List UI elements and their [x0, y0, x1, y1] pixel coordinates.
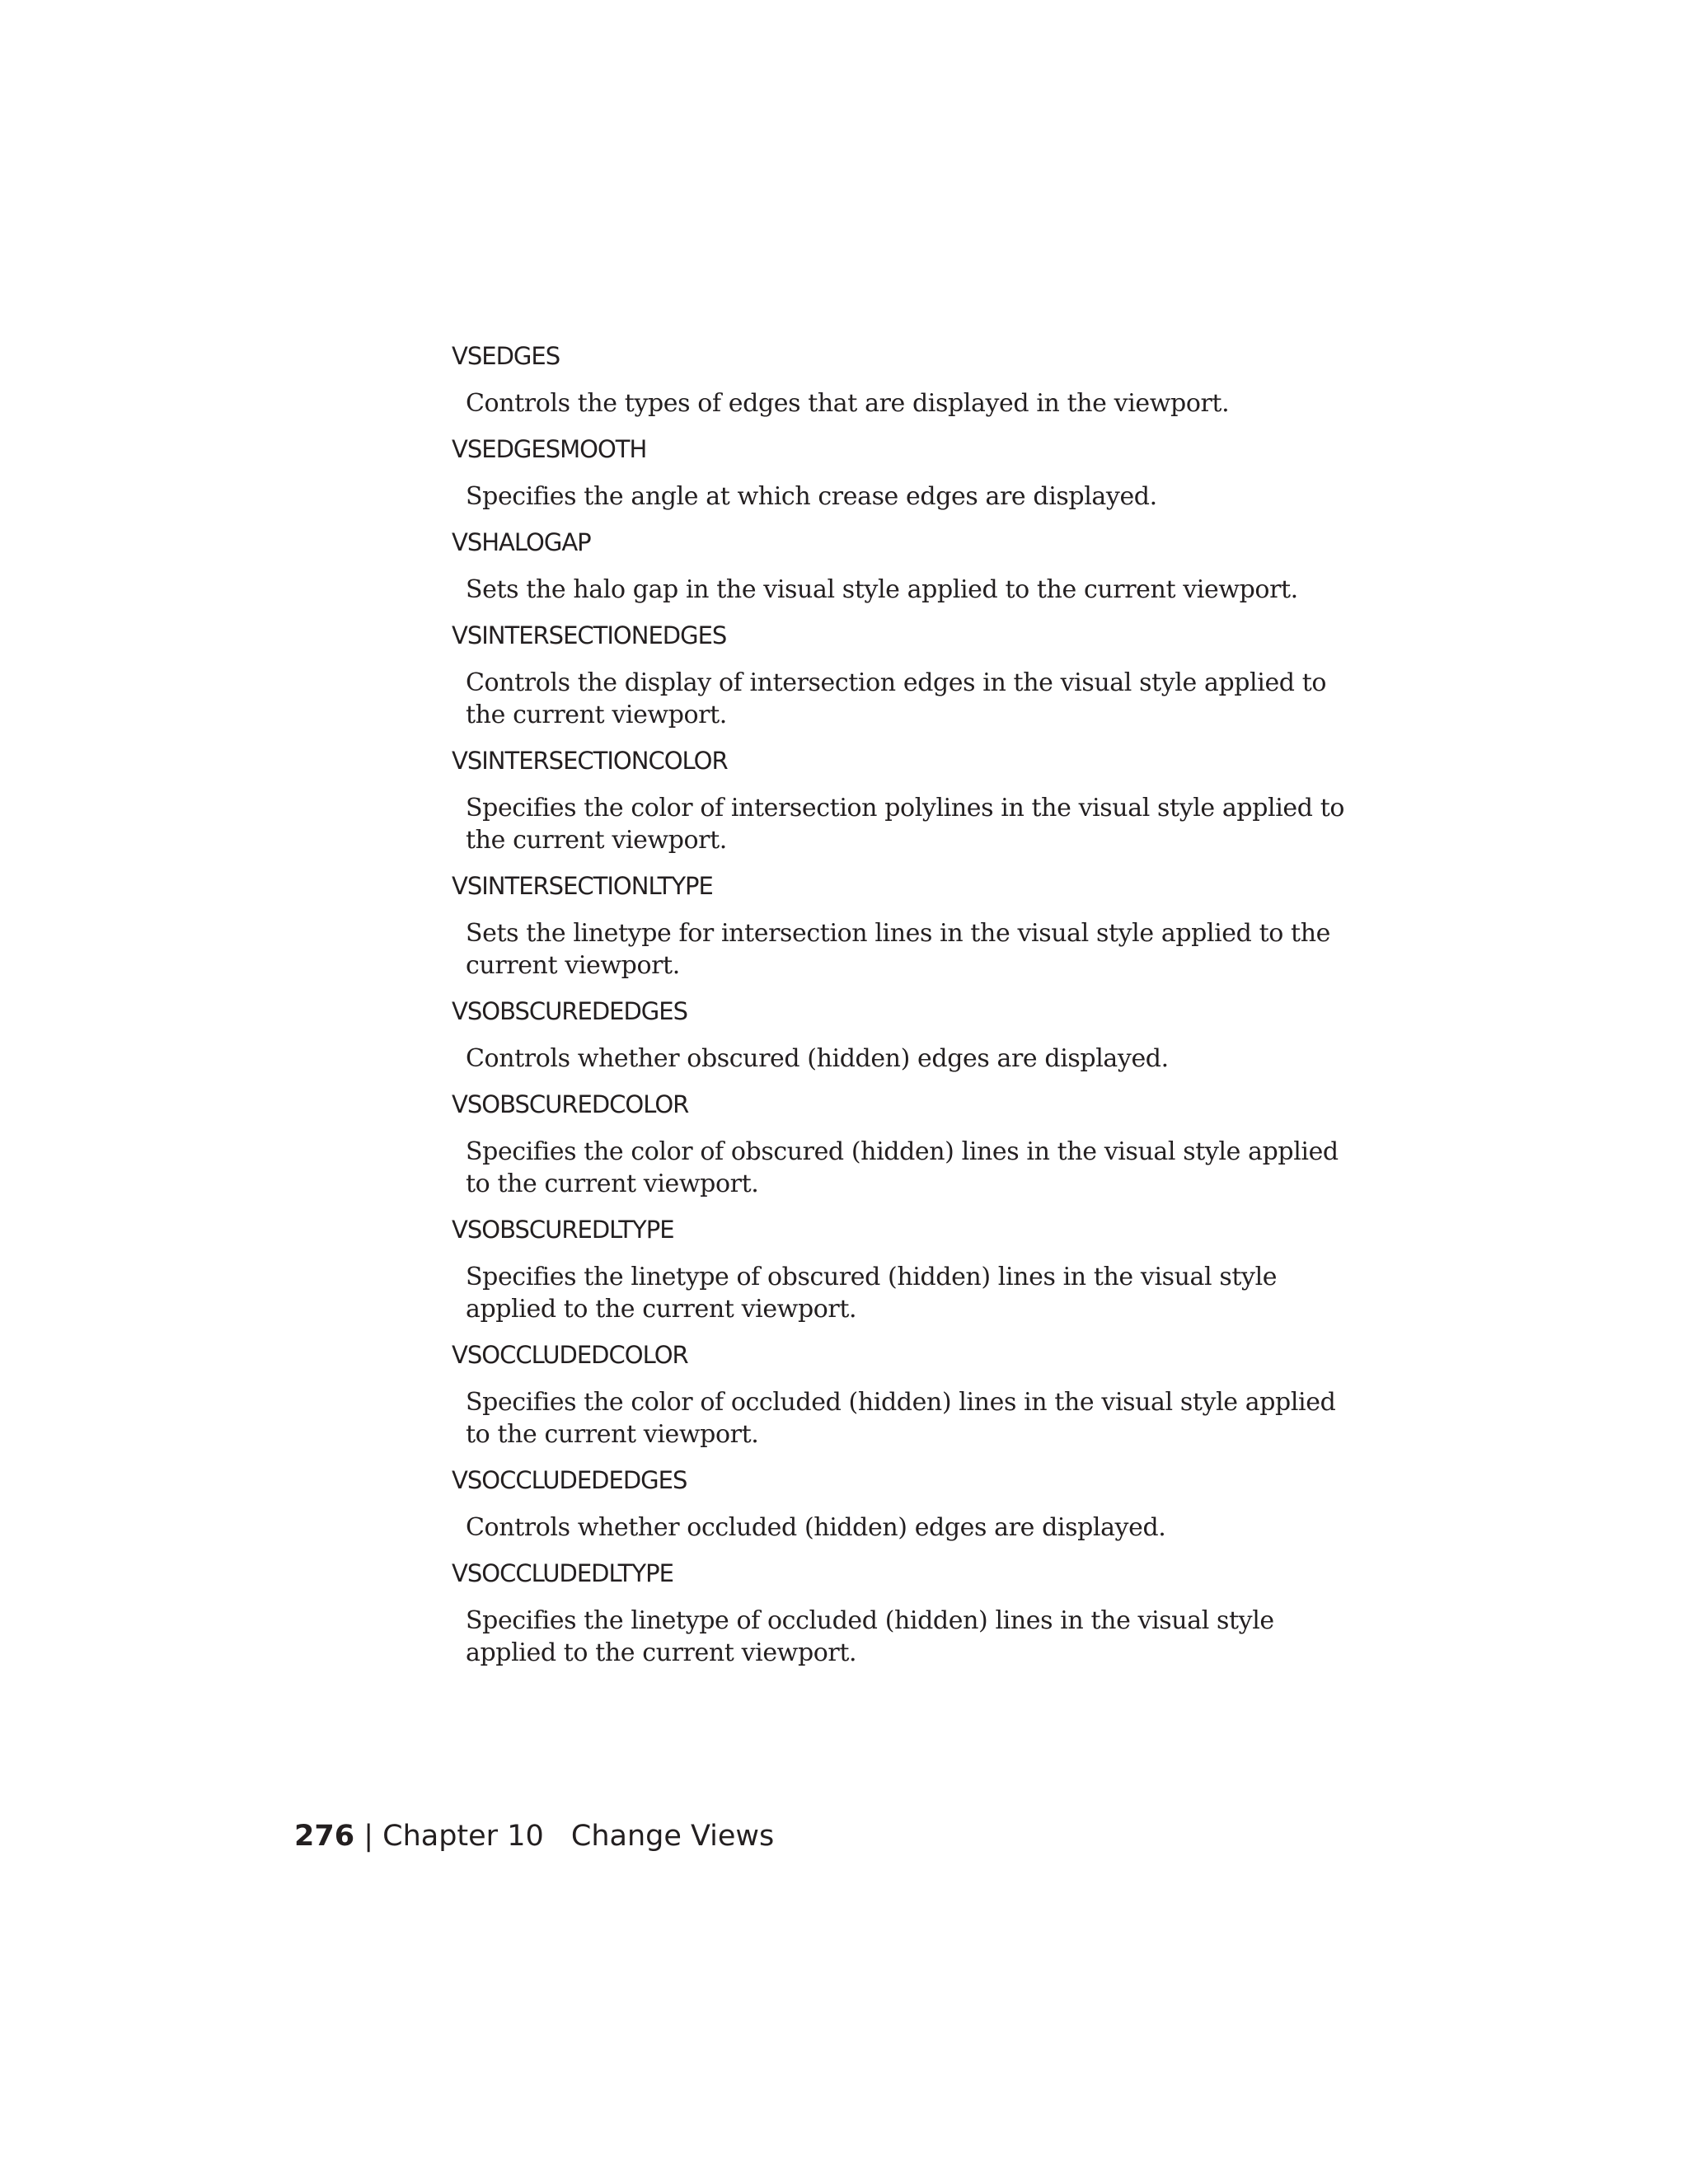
entry-term: VSINTERSECTIONLTYPE [452, 872, 713, 900]
entry-description: Controls the types of edges that are displayed in the viewport. [466, 389, 1230, 418]
entry-term: VSOCCLUDEDCOLOR [452, 1341, 688, 1369]
entry-term: VSEDGESMOOTH [452, 435, 647, 463]
entry-description: Controls whether occluded (hidden) edges are displayed. [466, 1513, 1166, 1542]
entry-term: VSHALOGAP [452, 528, 591, 556]
entry-term: VSOCCLUDEDEDGES [452, 1466, 687, 1494]
entry-description: Controls the display of intersection edges in the visual style applied to the current viewport. [466, 668, 1327, 729]
entry-term: VSINTERSECTIONCOLOR [452, 747, 728, 775]
entry-description: Controls whether obscured (hidden) edges are displayed. [466, 1044, 1169, 1073]
entry-vsintersectioncolor [452, 744, 1375, 856]
system-variable-list [452, 340, 1375, 1682]
page-number: 276 [294, 1820, 355, 1853]
entry-vsintersectionltype [452, 869, 1375, 982]
chapter-title: Change Views [570, 1820, 775, 1853]
entry-vsoccludedltype [452, 1557, 1375, 1669]
entry-description: Specifies the angle at which crease edges are displayed. [466, 482, 1157, 511]
entry-term: VSOBSCUREDLTYPE [452, 1216, 674, 1244]
entry-description: Specifies the linetype of occluded (hidden) lines in the visual style applied to the current viewport. [466, 1606, 1274, 1667]
entry-vsoccludedcolor [452, 1338, 1375, 1451]
entry-vsedges [452, 340, 1375, 419]
chapter-label: Chapter 10 [382, 1820, 544, 1853]
entry-vsintersectionedges [452, 619, 1375, 731]
entry-description: Specifies the color of intersection polylines in the visual style applied to the current viewport. [466, 794, 1345, 855]
entry-vshalogap [452, 526, 1375, 606]
entry-term: VSOCCLUDEDLTYPE [452, 1559, 673, 1587]
entry-description: Sets the linetype for intersection lines in the visual style applied to the current viewport. [466, 919, 1330, 980]
entry-vsoccludededges [452, 1464, 1375, 1544]
entry-description: Sets the halo gap in the visual style applied to the current viewport. [466, 575, 1298, 604]
entry-term: VSINTERSECTIONEDGES [452, 621, 727, 649]
entry-description: Specifies the linetype of obscured (hidden) lines in the visual style applied to the current viewport. [466, 1263, 1278, 1324]
entry-vsobscuredltype [452, 1213, 1375, 1325]
entry-description: Specifies the color of obscured (hidden) lines in the visual style applied to the current viewport. [466, 1137, 1339, 1198]
entry-vsobscuredcolor [452, 1088, 1375, 1200]
entry-term: VSOBSCUREDEDGES [452, 997, 688, 1025]
entry-term: VSOBSCUREDCOLOR [452, 1090, 689, 1118]
footer-separator: | [363, 1820, 373, 1853]
entry-description: Specifies the color of occluded (hidden) lines in the visual style applied to the current viewport. [466, 1388, 1336, 1449]
entry-vsedgesmooth [452, 433, 1375, 513]
page-footer [294, 1817, 774, 1855]
entry-vsobscurededges [452, 995, 1375, 1075]
entry-term: VSEDGES [452, 342, 560, 370]
